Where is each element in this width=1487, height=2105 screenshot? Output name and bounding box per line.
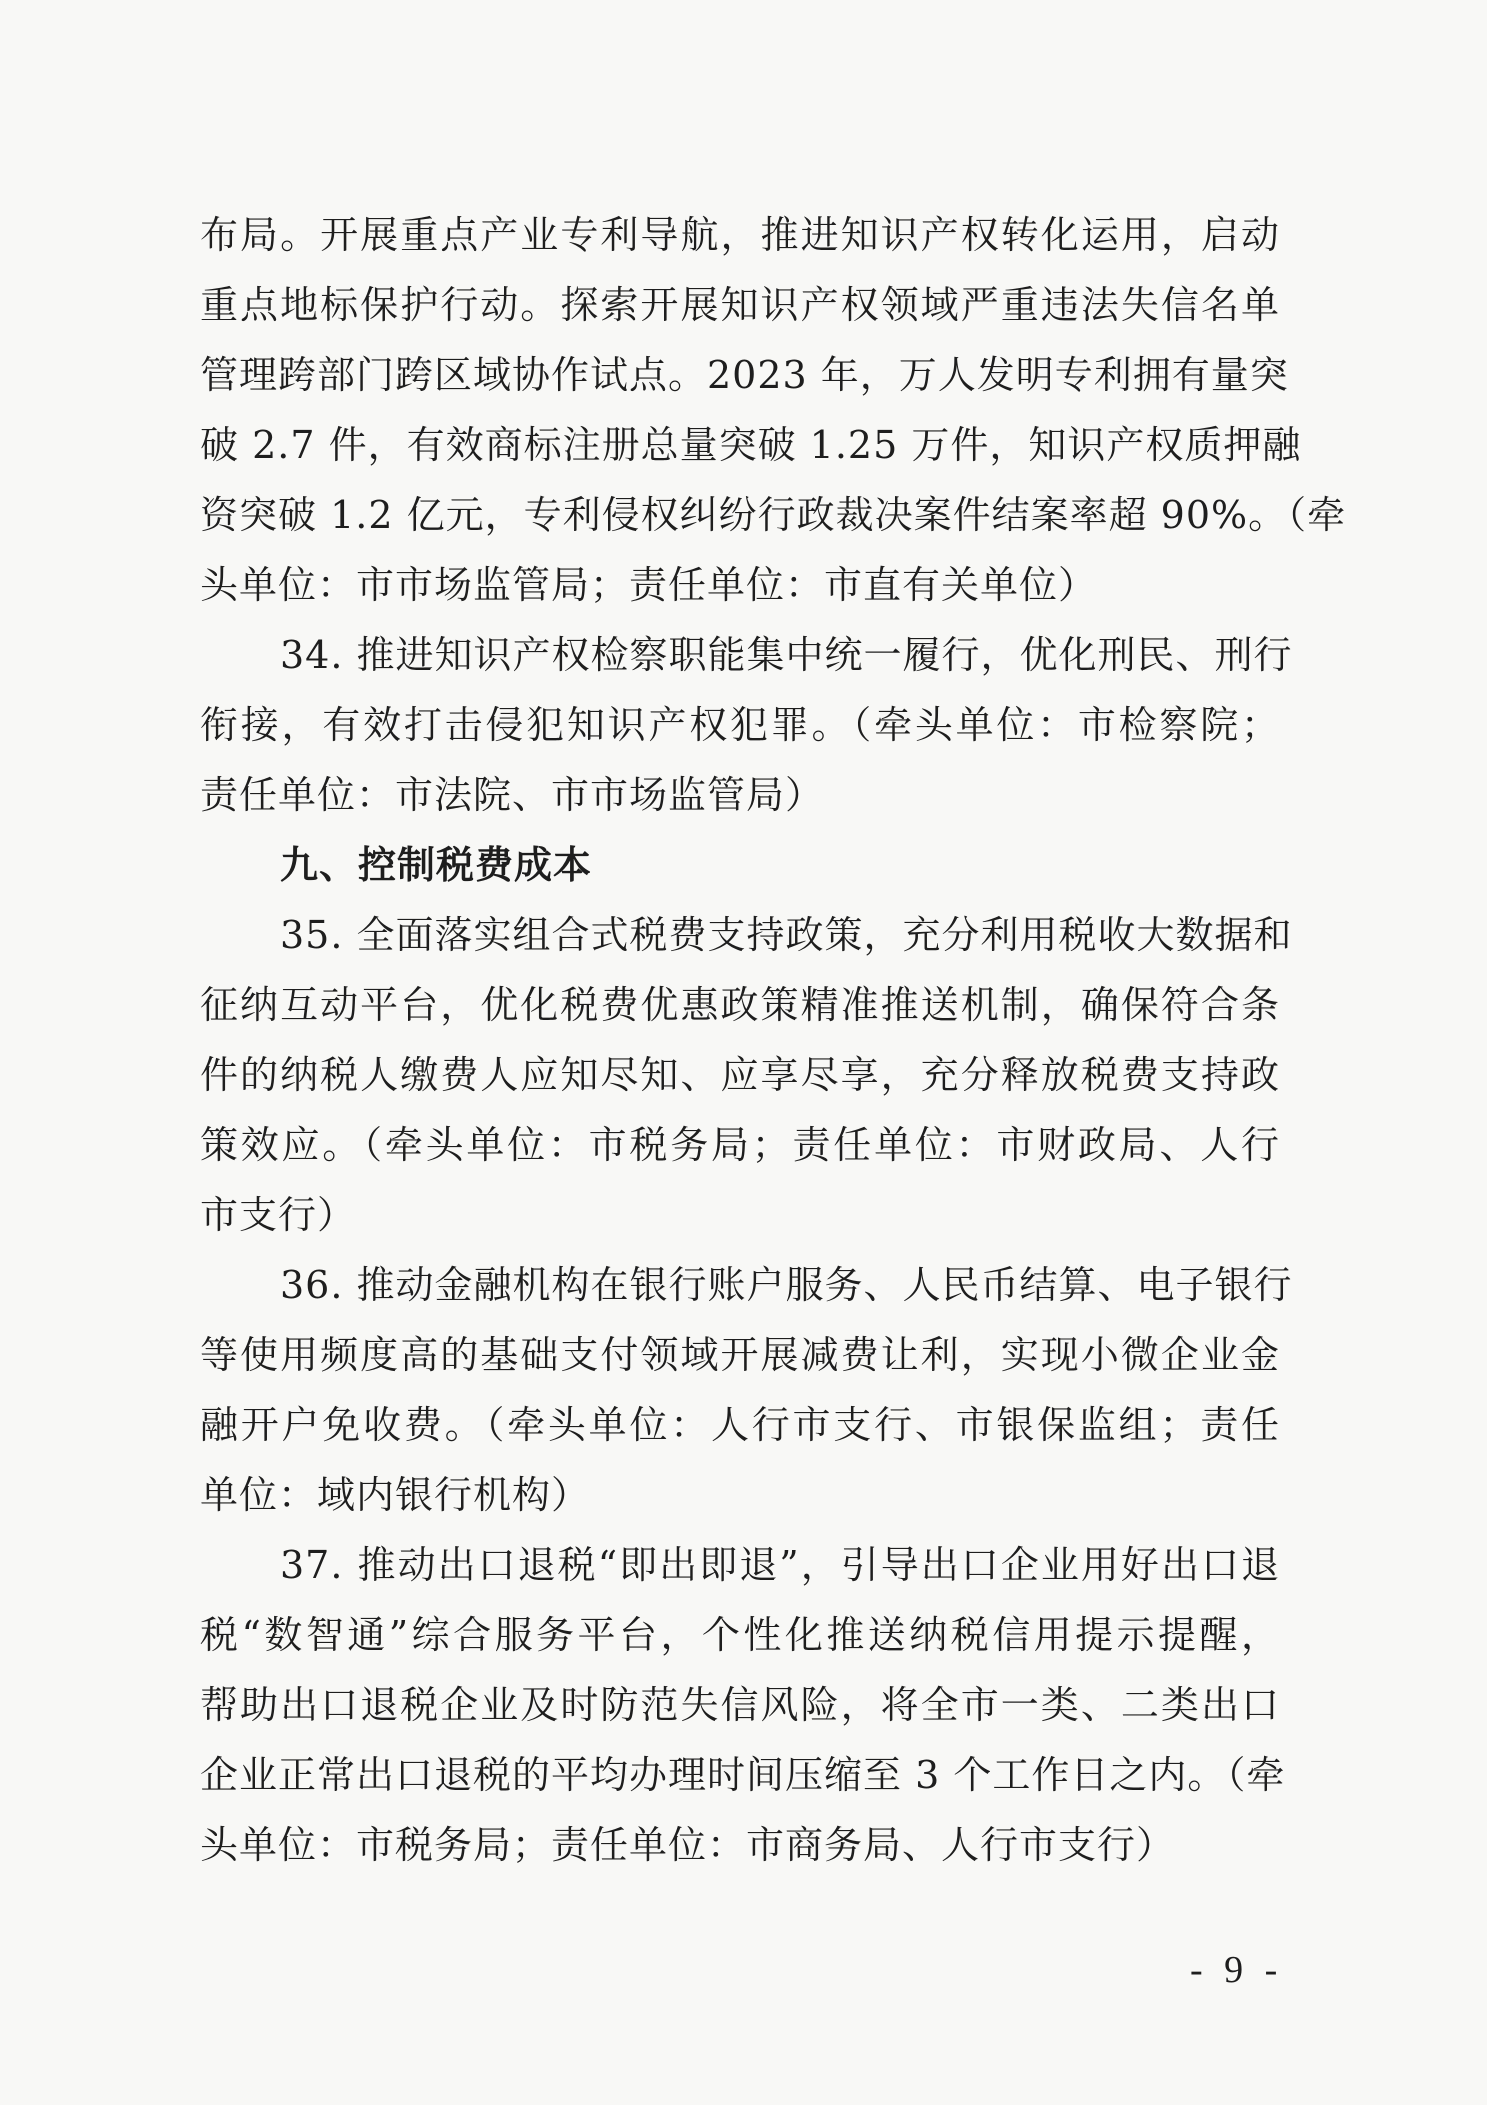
text-line: 融开户免收费。（牵头单位：人行市支行、市银保监组；责任 [200,1403,1280,1447]
text-line: 等使用频度高的基础支付领域开展减费让利，实现小微企业金 [200,1333,1280,1377]
item-37-line: 37. 推动出口退税“即出即退”，引导出口企业用好出口退 [280,1543,1280,1587]
item-36-line: 36. 推动金融机构在银行账户服务、人民币结算、电子银行 [280,1263,1293,1307]
item-35-line: 35. 全面落实组合式税费支持政策，充分利用税收大数据和 [280,913,1293,957]
text-line: 帮助出口退税企业及时防范失信风险，将全市一类、二类出口 [200,1683,1280,1727]
text-line: 重点地标保护行动。探索开展知识产权领域严重违法失信名单 [200,283,1280,327]
text-line: 征纳互动平台，优化税费优惠政策精准推送机制，确保符合条 [200,983,1280,1027]
text-line: 责任单位：市法院、市市场监管局） [200,773,825,817]
text-line: 单位：域内银行机构） [200,1473,591,1517]
text-line: 管理跨部门跨区域协作试点。2023 年，万人发明专利拥有量突 [200,353,1289,397]
text-line: 布局。开展重点产业专利导航，推进知识产权转化运用，启动 [200,213,1280,257]
item-34-line: 34. 推进知识产权检察职能集中统一履行，优化刑民、刑行 [280,633,1293,677]
text-line: 破 2.7 件，有效商标注册总量突破 1.25 万件，知识产权质押融 [200,423,1302,467]
text-line: 税“数智通”综合服务平台，个性化推送纳税信用提示提醒， [200,1613,1280,1657]
text-line: 企业正常出口退税的平均办理时间压缩至 3 个工作日之内。（牵 [200,1753,1286,1797]
text-line: 资突破 1.2 亿元，专利侵权纠纷行政裁决案件结案率超 90%。（牵 [200,493,1347,537]
text-line: 头单位：市税务局；责任单位：市商务局、人行市支行） [200,1823,1176,1867]
text-line: 件的纳税人缴费人应知尽知、应享尽享，充分释放税费支持政 [200,1053,1280,1097]
text-line: 衔接，有效打击侵犯知识产权犯罪。（牵头单位：市检察院； [200,703,1280,747]
body-text [200,200,1347,1880]
text-line: 市支行） [200,1193,357,1237]
text-line: 头单位：市市场监管局；责任单位：市直有关单位） [200,563,1098,607]
page-number: - 9 - [1190,1949,1284,1991]
text-line: 策效应。（牵头单位：市税务局；责任单位：市财政局、人行 [200,1123,1280,1167]
section-heading-9: 九、控制税费成本 [280,843,593,887]
